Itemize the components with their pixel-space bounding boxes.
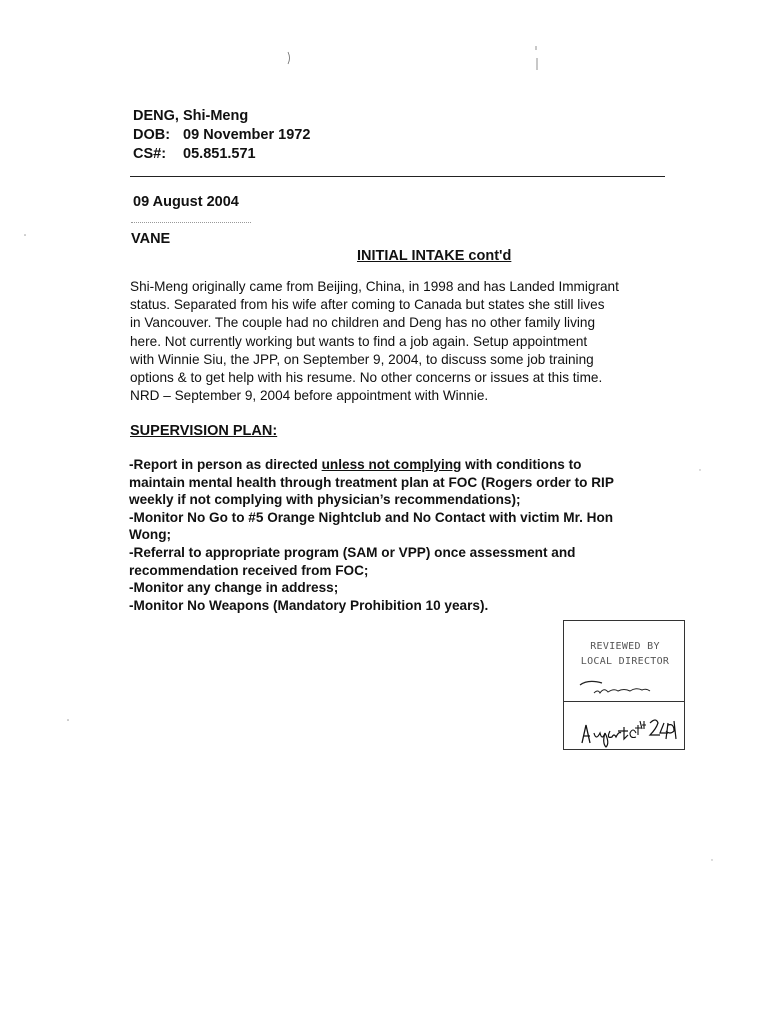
plan-line xyxy=(129,456,674,474)
stamp-line-1: REVIEWED BY xyxy=(590,641,660,652)
paragraph-line: status. Separated from his wife after coming to Canada but states she still lives xyxy=(130,297,605,313)
header-divider xyxy=(130,176,665,177)
plan-line: -Monitor No Go to #5 Orange Nightclub and No Contact with victim Mr. Hon xyxy=(129,509,614,525)
intake-paragraph xyxy=(130,278,675,405)
supervision-plan-list xyxy=(129,456,674,614)
paragraph-line: Shi-Meng originally came from Beijing, China, in 1998 and has Landed Immigrant xyxy=(130,279,619,294)
section-title: INITIAL INTAKE cont'd xyxy=(357,248,512,264)
cs-row xyxy=(133,145,310,164)
plan-line: -Referral to appropriate program (SAM or VPP) once assessment and xyxy=(129,544,576,560)
reviewed-stamp xyxy=(563,620,685,750)
paragraph-line: NRD – September 9, 2004 before appointment with Winnie. xyxy=(130,388,489,404)
plan-line: recommendation received from FOC; xyxy=(129,562,369,578)
redaction-marks xyxy=(131,222,251,227)
client-header xyxy=(133,107,310,164)
plan-line: maintain mental health through treatment plan at FOC (Rogers order to RIP xyxy=(129,474,614,490)
dob-value: 09 November 1972 xyxy=(183,127,311,143)
plan-line: -Monitor No Weapons (Mandatory Prohibition 10 years). xyxy=(129,597,489,613)
handwritten-signature xyxy=(564,621,686,751)
cs-label: CS#: xyxy=(133,146,167,162)
plan-line-1-post: with conditions to xyxy=(461,457,582,472)
paragraph-line: options & to get help with his resume. No other concerns or issues at this time. xyxy=(130,370,603,386)
plan-line: weekly if not complying with physician’s recommendations); xyxy=(129,492,521,508)
dob-label: DOB: xyxy=(133,127,171,143)
client-name: DENG, Shi-Meng xyxy=(133,108,249,124)
paragraph-line: in Vancouver. The couple had no children and Deng has no other family living xyxy=(130,315,596,331)
dob-row xyxy=(133,126,310,145)
plan-line: Wong; xyxy=(129,527,172,543)
plan-line-1-pre: -Report in person as directed xyxy=(129,457,322,472)
stamp-line-2: LOCAL DIRECTOR xyxy=(580,656,670,667)
cs-value: 05.851.571 xyxy=(183,146,256,162)
entry-date: 09 August 2004 xyxy=(133,194,239,210)
supervision-plan-title: SUPERVISION PLAN: xyxy=(130,423,278,439)
entry-author: VANE xyxy=(131,231,171,247)
paragraph-line: with Winnie Siu, the JPP, on September 9, 2004, to discuss some job training xyxy=(130,351,594,367)
plan-line: -Monitor any change in address; xyxy=(129,580,339,596)
paragraph-line: here. Not currently working but wants to find a job again. Setup appointment xyxy=(130,333,588,349)
plan-line-1-underlined: unless not complying xyxy=(321,457,462,472)
